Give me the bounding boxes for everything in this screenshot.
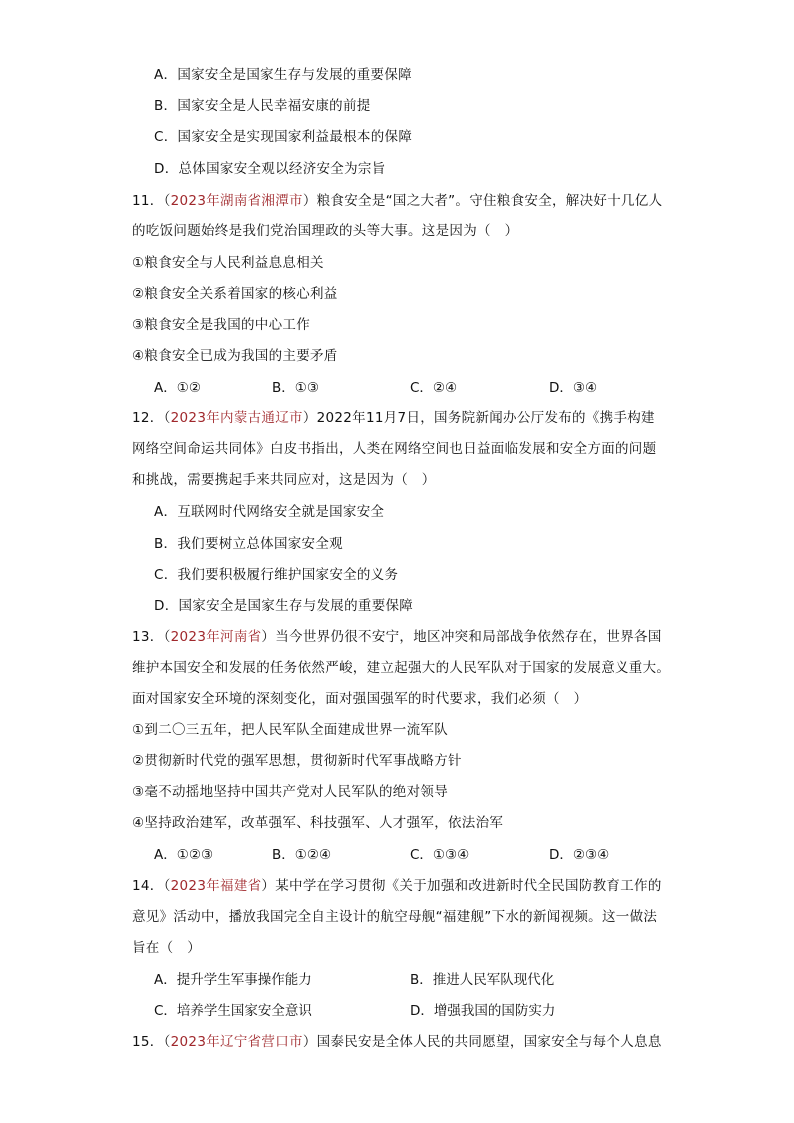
q10-option-b: B．国家安全是人民幸福安康的前提 xyxy=(154,98,371,114)
q13-statement-1: ①到二〇三五年，把人民军队全面建成世界一流军队 xyxy=(132,722,449,738)
question-stem: 当今世界仍很不安宁，地区冲突和局部战争依然存在，世界各国 xyxy=(275,629,662,645)
q13-option-d: D．②③④ xyxy=(549,847,610,863)
q15-stem-line-1: 15．（2023年辽宁省营口市）国泰民安是全体人民的共同愿望，国家安全与每个人息息 xyxy=(132,1034,662,1050)
q13-stem-line-3: 面对国家安全环境的深刻变化，面对强国强军的时代要求，我们必须（ ） xyxy=(132,691,588,707)
q13-option-c: C．①③④ xyxy=(410,847,470,863)
q11-statement-4: ④粮食安全已成为我国的主要矛盾 xyxy=(132,348,338,364)
q12-option-c: C．我们要积极履行维护国家安全的义务 xyxy=(154,567,399,583)
question-stem: 国泰民安是全体人民的共同愿望，国家安全与每个人息息 xyxy=(316,1034,662,1050)
question-source: 2023年内蒙古通辽市 xyxy=(170,410,303,426)
q12-stem-line-2: 网络空间命运共同体》白皮书指出，人类在网络空间也日益面临发展和安全方面的问题 xyxy=(132,441,657,457)
question-number: 13． xyxy=(132,629,164,645)
q11-stem-line-1: 11．（2023年湖南省湘潭市）粮食安全是“国之大者”。守住粮食安全，解决好十几亿人 xyxy=(132,193,663,209)
question-number: 14． xyxy=(132,878,164,894)
q11-option-d: D．③④ xyxy=(549,380,598,396)
q14-option-c: C．培养学生国家安全意识 xyxy=(154,1003,312,1019)
q12-option-d: D．国家安全是国家生存与发展的重要保障 xyxy=(154,598,414,614)
q11-statement-2: ②粮食安全关系着国家的核心利益 xyxy=(132,286,338,302)
q14-option-d: D．增强我国的国防实力 xyxy=(410,1003,556,1019)
q13-statement-3: ③毫不动摇地坚持中国共产党对人民军队的绝对领导 xyxy=(132,784,449,800)
question-stem: 2022年11月7日，国务院新闻办公厅发布的《携手构建 xyxy=(316,410,655,426)
q14-options-row-2 xyxy=(154,1000,654,1022)
q11-option-b: B．①③ xyxy=(272,380,319,396)
q11-stem-line-2: 的吃饭问题始终是我们党治国理政的头等大事。这是因为（ ） xyxy=(132,223,519,239)
q14-stem-line-1: 14．（2023年福建省）某中学在学习贯彻《关于加强和改进新时代全民国防教育工作的 xyxy=(132,878,662,894)
q13-option-a: A．①②③ xyxy=(154,847,214,863)
q11-statement-3: ③粮食安全是我国的中心工作 xyxy=(132,317,311,333)
q10-option-d: D．总体国家安全观以经济安全为宗旨 xyxy=(154,161,386,177)
q12-stem-line-1: 12．（2023年内蒙古通辽市）2022年11月7日，国务院新闻办公厅发布的《携手构建 xyxy=(132,410,655,426)
question-source: 2023年辽宁省营口市 xyxy=(170,1034,303,1050)
question-stem: 粮食安全是“国之大者”。守住粮食安全，解决好十几亿人 xyxy=(316,193,663,209)
question-stem: 某中学在学习贯彻《关于加强和改进新时代全民国防教育工作的 xyxy=(275,878,662,894)
q10-option-a: A．国家安全是国家生存与发展的重要保障 xyxy=(154,67,412,83)
question-number: 12． xyxy=(132,410,164,426)
q11-option-a: A．①② xyxy=(154,380,201,396)
q12-stem-line-3: 和挑战，需要携起手来共同应对，这是因为（ ） xyxy=(132,472,436,488)
q13-statement-4: ④坚持政治建军，改革强军、科技强军、人才强军，依法治军 xyxy=(132,815,504,831)
question-source: 2023年湖南省湘潭市 xyxy=(170,193,303,209)
q11-option-c: C．②④ xyxy=(410,380,458,396)
q13-stem-line-2: 维护本国安全和发展的任务依然严峻，建立起强大的人民军队对于国家的发展意义重大。 xyxy=(132,660,671,676)
q14-option-b: B．推进人民军队现代化 xyxy=(410,972,555,988)
q10-option-c: C．国家安全是实现国家利益最根本的保障 xyxy=(154,129,413,145)
q13-options-row xyxy=(154,844,654,866)
q14-options-row-1 xyxy=(154,969,654,991)
q13-option-b: B．①②④ xyxy=(272,847,332,863)
q12-option-b: B．我们要树立总体国家安全观 xyxy=(154,536,343,552)
q12-option-a: A．互联网时代网络安全就是国家安全 xyxy=(154,504,385,520)
question-number: 15． xyxy=(132,1034,164,1050)
q13-statement-2: ②贯彻新时代党的强军思想，贯彻新时代军事战略方针 xyxy=(132,753,462,769)
q11-statement-1: ①粮食安全与人民利益息息相关 xyxy=(132,255,324,271)
q13-stem-line-1: 13．（2023年河南省）当今世界仍很不安宁，地区冲突和局部战争依然存在，世界各国 xyxy=(132,629,662,645)
q14-option-a: A．提升学生军事操作能力 xyxy=(154,972,312,988)
question-source: 2023年河南省 xyxy=(170,629,262,645)
q11-options-row xyxy=(154,377,654,399)
question-source: 2023年福建省 xyxy=(170,878,262,894)
q14-stem-line-2: 意见》活动中，播放我国完全自主设计的航空母舰“福建舰”下水的新闻视频。这一做法 xyxy=(132,909,658,925)
question-number: 11． xyxy=(132,193,164,209)
q14-stem-line-3: 旨在（ ） xyxy=(132,940,201,956)
